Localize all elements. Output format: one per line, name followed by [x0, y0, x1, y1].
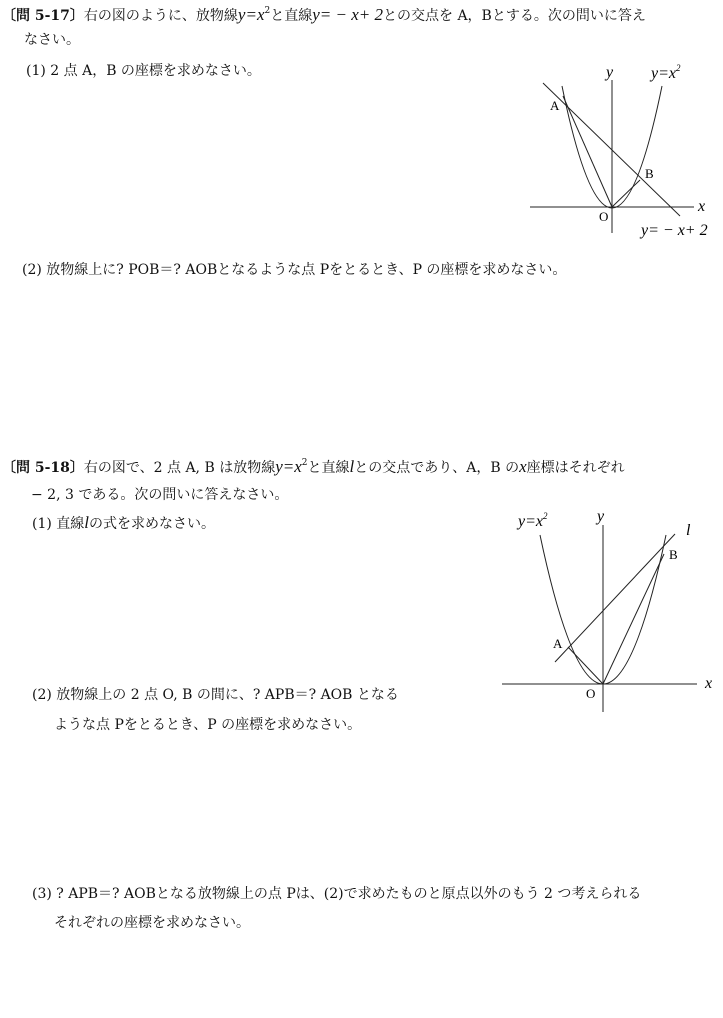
problem-5-17-line2: なさい。 — [24, 32, 80, 48]
problem-5-18-line2: − 2, 3 である。次の問いに答えなさい。 — [31, 487, 289, 503]
line-equation: y= − x+ 2 — [312, 5, 383, 24]
problem-5-18-label: 〔問 5-18〕 — [2, 460, 84, 476]
point-a-label: A — [550, 98, 560, 113]
line-l-label: l — [686, 522, 691, 539]
question-5-18-3-line2: それぞれの座標を求めなさい。 — [54, 915, 250, 931]
problem-text: 右の図のように、放物線 — [83, 8, 238, 24]
question-5-17-1: (1) 2 点 A，B の座標を求めなさい。 — [26, 63, 261, 79]
segment-oa — [568, 647, 603, 684]
point-b-label: B — [645, 166, 654, 181]
question-5-17-2: (2) 放物線上に? POB＝? AOBとなるような点 Pをとるとき、P の座標を求めなさい。 — [22, 262, 567, 278]
segment-ob — [603, 554, 664, 684]
problem-5-17-label: 〔問 5-17〕 — [2, 8, 84, 24]
problem-5-18-line1: 〔問 5-18〕右の図で、2 点 A, B は放物線$y=x^2$と直線lとの交点であり、A，B のx座標はそれぞれ — [2, 457, 625, 476]
y-axis-label: y — [597, 508, 605, 525]
line-l — [555, 534, 675, 662]
y-axis-label: y — [606, 64, 614, 81]
x-axis-label: x — [705, 675, 713, 692]
point-b-label: B — [669, 547, 678, 562]
question-5-18-3-line1: (3) ? APB＝? AOBとなる放物線上の点 Pは、(2)で求めたものと原点以外のもう 2 つ考えられる — [32, 886, 642, 902]
origin-label: O — [599, 209, 609, 224]
question-5-18-2-line2: ような点 Pをとるとき、P の座標を求めなさい。 — [54, 717, 362, 733]
point-a-label: A — [553, 636, 563, 651]
x-axis-label: x — [698, 198, 706, 215]
parabola-label: $y=x^2$ — [651, 63, 681, 82]
parabola-label: $y=x^2$ — [518, 511, 548, 530]
question-5-18-1: (1) 直線lの式を求めなさい。 — [32, 513, 216, 532]
origin-label: O — [586, 686, 596, 701]
line-equation-label: y= − x+ 2 — [641, 222, 708, 239]
problem-5-17-line1: 〔問 5-17〕右の図のように、放物線$y=x^2$と直線y= − x+ 2との交点を A，Bとする。次の問いに答え — [2, 5, 646, 24]
question-5-18-2-line1: (2) 放物線上の 2 点 O, B の間に、? APB＝? AOB となる — [32, 687, 399, 703]
